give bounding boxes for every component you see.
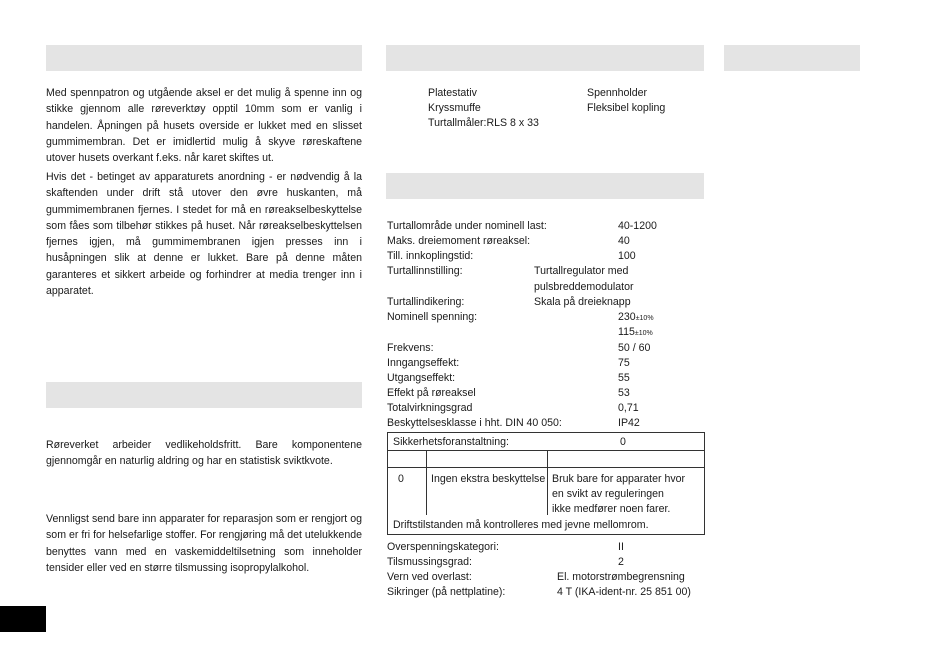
accessory-item: Kryssmuffe [428, 102, 481, 114]
safety-label: Sikkerhetsforanstaltning: [393, 436, 510, 448]
safety-note: Bruk bare for apparater hvor [552, 473, 686, 485]
spec-value: Turtallregulator med [534, 265, 629, 277]
spec-label: Nominell spenning: [387, 311, 478, 323]
spec-value: pulsbreddemodulator [534, 281, 634, 293]
safety-value: 0 [620, 436, 626, 448]
spec-value: 40-1200 [618, 220, 657, 232]
spec-label: Turtallinnstilling: [387, 265, 463, 277]
safety-table [387, 432, 705, 535]
section-header-bar-accessories [386, 45, 704, 71]
paragraph-maintenance: Røreverket arbeider vedlikeholdsfritt. Bare komponentene gjennomgår en naturlig aldring og har en statistisk sviktkvote. [46, 439, 362, 468]
spec-value: Skala på dreieknapp [534, 296, 631, 308]
safety-note: ikke medfører noen farer. [552, 503, 671, 515]
section-header-bar-right [724, 45, 860, 71]
spec-label: Utgangseffekt: [387, 372, 456, 384]
voltage-tolerance: ±10% [635, 315, 654, 322]
section-header-bar-specs [386, 173, 704, 199]
spec-value: 50 / 60 [618, 342, 651, 354]
page-corner-tab [0, 606, 46, 632]
spec-label: Sikringer (på nettplatine): [387, 586, 506, 598]
spec-label: Totalvirkningsgrad [387, 402, 473, 414]
spec-label: Maks. dreiemoment røreaksel: [387, 235, 531, 247]
spec-label: Effekt på røreaksel [387, 387, 476, 399]
accessory-item: Platestativ [428, 87, 477, 99]
voltage-tolerance: ±10% [634, 330, 653, 337]
spec-value: El. motorstrømbegrensning [557, 571, 685, 583]
spec-label: Overspenningskategori: [387, 541, 499, 553]
voltage-value: 115 [618, 326, 635, 338]
safety-description: Ingen ekstra beskyttelse [431, 473, 546, 485]
section-header-bar-left [46, 45, 362, 71]
paragraph-spindle: Med spennpatron og utgående aksel er det mulig å spenne inn og stikke gjennom alle røreverktøy opptil 10mm som er vanlig i handelen. Åpningen på husets overside er lukket med en slisset gummimembran. Det er imidlertid mulig å skyve røreskaftene utover husets overkant f.eks. når karet skiftes ut. [46, 87, 362, 165]
spec-label: Till. innkoplingstid: [387, 250, 474, 262]
spec-label: Turtallindikering: [387, 296, 465, 308]
spec-value: 4 T (IKA-ident-nr. 25 851 00) [557, 586, 691, 598]
spec-value [618, 325, 653, 341]
section-header-bar-maintenance [46, 382, 362, 408]
spec-value: 75 [618, 357, 630, 369]
spec-value: II [618, 541, 624, 553]
spec-value: 0,71 [618, 402, 639, 414]
spec-label: Frekvens: [387, 342, 434, 354]
voltage-value: 230 [618, 311, 636, 323]
accessory-item: Turtallmåler:RLS 8 x 33 [428, 117, 539, 129]
paragraph-repair: Vennligst send bare inn apparater for reparasjon som er rengjort og som er fri for helsefarlige stoffer. For rengjøring må det utelukkende benyttes vann med en vaskemiddeltilsetning som inneholder tensider eller ved en større tilsmussing isopropylalkohol. [46, 513, 362, 574]
spec-value: 55 [618, 372, 630, 384]
safety-class: 0 [398, 473, 404, 485]
table-rule [388, 450, 704, 451]
spec-value: 53 [618, 387, 630, 399]
table-rule [547, 450, 548, 515]
accessory-item: Fleksibel kopling [587, 102, 666, 114]
table-rule [426, 450, 427, 515]
spec-value: 100 [618, 250, 636, 262]
spec-value [618, 310, 654, 326]
accessory-item: Spennholder [587, 87, 648, 99]
spec-label: Beskyttelsesklasse i hht. DIN 40 050: [387, 417, 562, 429]
table-rule [388, 467, 704, 468]
spec-label: Inngangseffekt: [387, 357, 460, 369]
spec-label: Turtallområde under nominell last: [387, 220, 547, 232]
spec-value: 40 [618, 235, 630, 247]
paragraph-membrane: Hvis det - betinget av apparaturets anordning - er nødvendig å la skaftenden under drift stå utover den øvre huskanten, må gummimembranen fjernes. I stedet for må en røreakselbeskyttelse som fåes som tilbehør stikkes på huset. Når røreakselbeskyttelsen fjernes igjen, må gummimembranen igjen presses inn i husåpningen slik at denne er lukket. Bare på denne måten garanteres et sikkert arbeide og forhindrer at media trenger inn i apparatet. [46, 171, 362, 298]
spec-label: Vern ved overlast: [387, 571, 472, 583]
spec-value: IP42 [618, 417, 640, 429]
spec-value: 2 [618, 556, 624, 568]
safety-footer: Driftstilstanden må kontrolleres med jevne mellomrom. [393, 519, 649, 531]
safety-note: en svikt av reguleringen [552, 488, 664, 500]
spec-label: Tilsmussingsgrad: [387, 556, 472, 568]
